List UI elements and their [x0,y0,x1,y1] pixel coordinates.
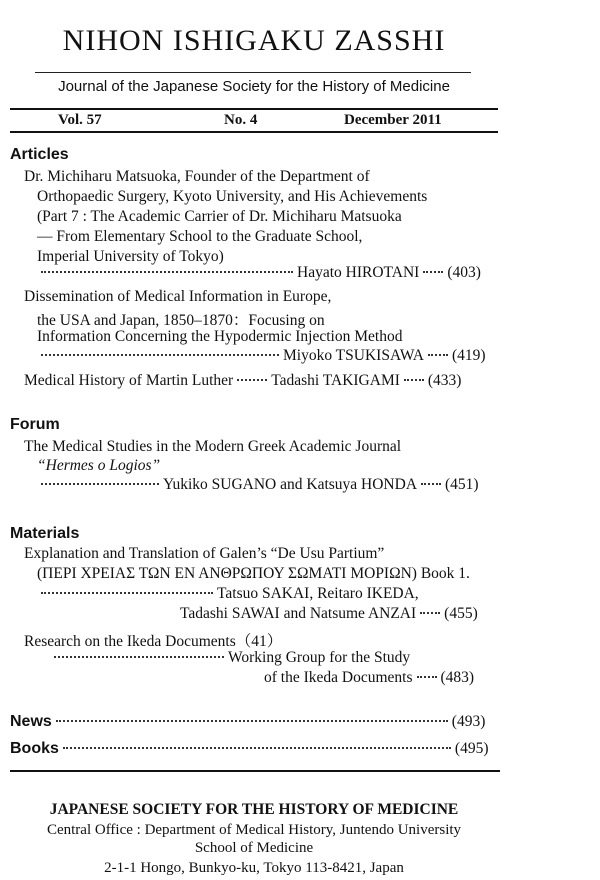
author-name: Working Group for the Study [228,649,411,666]
toc-entry-forum-1[interactable] [37,476,479,494]
materials-1-title-line: Explanation and Translation of Galen’s “De Usu Partium” [24,545,385,562]
title-rule [35,72,471,73]
publisher-office-line: Central Office : Department of Medical History, Juntendo University [46,822,462,838]
publisher-office-line: School of Medicine [194,840,314,856]
page-number: (419) [452,347,486,364]
toc-entry-books[interactable] [10,740,488,758]
publisher-name: JAPANESE SOCIETY FOR THE HISTORY OF MEDICINE [49,801,459,818]
author-name: Tatsuo SAKAI, Reitaro IKEDA, [217,585,419,602]
dot-leader [428,354,448,356]
section-heading-forum: Forum [10,416,60,433]
toc-entry-news[interactable] [10,713,485,731]
forum-1-title-line: The Medical Studies in the Modern Greek Academic Journal [24,438,402,455]
dot-leader [41,592,213,594]
author-name: of the Ikeda Documents [264,669,413,686]
toc-entry-materials-2[interactable] [264,669,474,687]
article-2-title-line: the USA and Japan, 1850–1870：Focusing on [37,312,325,329]
dot-leader [41,271,293,273]
author-name: Miyoko TSUKISAWA [283,347,424,364]
dot-leader [56,720,448,722]
toc-entry-materials-1[interactable] [180,605,478,623]
dot-leader [421,483,441,485]
section-heading-news: News [10,713,52,730]
page-number: (495) [454,740,489,757]
section-heading-materials: Materials [10,525,80,542]
dot-leader [54,656,224,658]
toc-entry-article-3[interactable] [24,372,461,390]
article-3-title: Medical History of Martin Luther [24,372,234,389]
page-number: (493) [451,713,486,730]
date-label: December 2011 [344,112,442,128]
dot-leader [63,747,451,749]
page-number: (483) [440,669,475,686]
publisher-address: 2-1-1 Hongo, Bunkyo-ku, Tokyo 113-8421, Japan [104,860,404,876]
dot-leader [404,379,424,381]
author-name: Tadashi TAKIGAMI [271,372,400,389]
section-heading-books: Books [10,740,59,757]
dot-leader [41,483,159,485]
materials-1-title-line: (ΠΕΡΙ ΧΡΕΙΑΣ ΤΩΝ ΕΝ ΑΝΘΡΩΠΟΥ ΣΩΜΑΤΙ ΜΟΡΙΩΝ) Book 1. [37,565,470,582]
article-2-title-line: Dissemination of Medical Information in Europe, [24,288,332,305]
volume-label: Vol. 57 [58,112,102,128]
author-name: Hayato HIROTANI [297,264,420,281]
article-1-title-line: Dr. Michiharu Matsuoka, Founder of the Department of [24,168,370,185]
article-1-title-line: Orthopaedic Surgery, Kyoto University, and His Achievements [37,188,428,205]
materials-2-title-line: Research on the Ikeda Documents（41） [24,633,283,650]
page-number: (451) [445,476,479,493]
journal-title: NIHON ISHIGAKU ZASSHI [62,24,446,57]
article-1-title-line: Imperial University of Tokyo) [37,248,224,265]
materials-2-authors-line [50,649,410,667]
author-name: Tadashi SAWAI and Natsume ANZAI [180,605,417,622]
page-number: (433) [427,372,462,389]
issue-rule-top [10,108,498,110]
dot-leader [423,271,443,273]
footer-rule [10,770,500,772]
toc-entry-article-2[interactable] [37,347,486,365]
dot-leader [237,379,267,381]
number-label: No. 4 [224,112,258,128]
issue-rule-bottom [10,131,498,133]
page-number: (403) [447,264,481,281]
page-number: (455) [444,605,478,622]
dot-leader [420,612,440,614]
forum-1-journal-name: “Hermes o Logios” [37,457,161,474]
article-1-title-line: — From Elementary School to the Graduate School, [37,228,363,245]
journal-subtitle: Journal of the Japanese Society for the History of Medicine [58,78,450,95]
materials-1-authors-line [37,585,419,603]
toc-entry-article-1[interactable] [37,264,481,282]
section-heading-articles: Articles [10,146,69,163]
article-1-title-line: (Part 7 : The Academic Carrier of Dr. Michiharu Matsuoka [37,208,402,225]
dot-leader [417,676,437,678]
article-2-title-line: Information Concerning the Hypodermic Injection Method [37,328,403,345]
author-name: Yukiko SUGANO and Katsuya HONDA [163,476,418,493]
dot-leader [41,354,279,356]
